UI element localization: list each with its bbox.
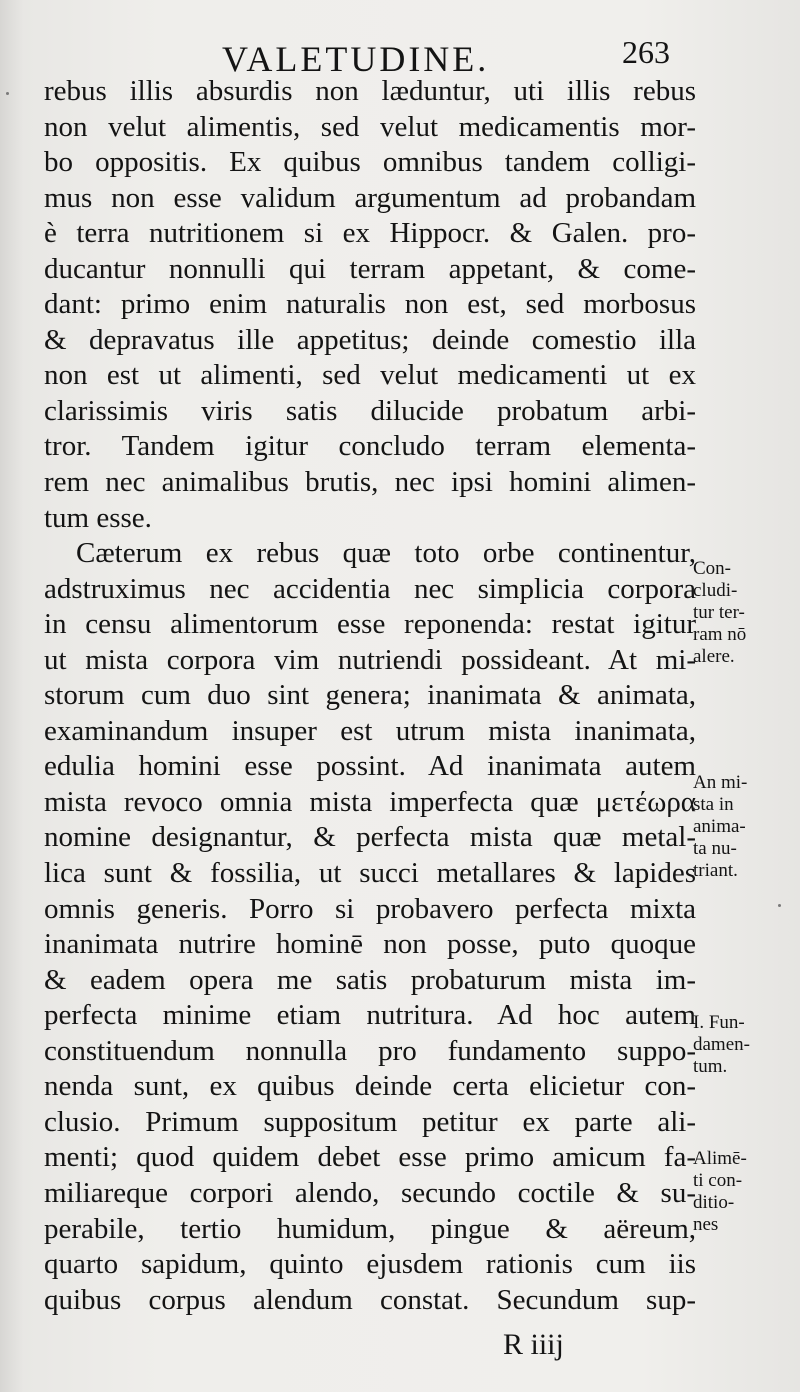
print-speck — [778, 904, 781, 907]
margin-note-line: triant. — [693, 860, 738, 881]
paragraph-start-line: Cæterum ex rebus quæ toto orbe continentur, — [76, 537, 696, 570]
text-line: tum esse. — [44, 501, 152, 534]
margin-note-fundamentum — [693, 1012, 797, 1078]
text-line: omnis generis. Porro si probavero perfecta mixta — [44, 892, 696, 925]
text-line: ducantur nonnulli qui terram appetant, & come- — [44, 252, 696, 285]
margin-note-line: alere. — [693, 646, 735, 667]
margin-note-line: I. Fun- — [693, 1012, 745, 1033]
text-line: menti; quod quidem debet esse primo amicum fa- — [44, 1141, 696, 1174]
text-line: mista revoco omnia mista imperfecta quæ μετέωρα — [44, 785, 696, 818]
text-line: & eadem opera me satis probaturum mista im- — [44, 963, 696, 996]
margin-note-conclusion — [693, 558, 797, 668]
margin-note-line: Alimē- — [693, 1148, 747, 1169]
text-line: examinandum insuper est utrum mista inanimata, — [44, 714, 696, 747]
margin-note-line: damen- — [693, 1034, 750, 1055]
text-line: in censu alimentorum esse reponenda: restat igitur — [44, 608, 696, 641]
margin-note-line: cludi- — [693, 580, 738, 601]
text-line: perabile, tertio humidum, pingue & aëreum, — [44, 1212, 696, 1245]
margin-note-line: ta nu- — [693, 838, 737, 859]
text-line: perfecta minime etiam nutritura. Ad hoc autem — [44, 999, 696, 1032]
text-line: lica sunt & fossilia, ut succi metallares & lapides — [44, 857, 696, 890]
margin-note-line: anima- — [693, 816, 746, 837]
margin-note-line: Con- — [693, 558, 731, 579]
text-line: dant: primo enim naturalis non est, sed morbosus — [44, 288, 696, 321]
text-line: nomine designantur, & perfecta mista quæ metal- — [44, 821, 696, 854]
margin-note-line: An mi- — [693, 772, 748, 793]
text-line: non est ut alimenti, sed velut medicamenti ut ex — [44, 359, 696, 392]
main-text-block — [44, 74, 696, 1318]
text-line: quarto sapidum, quinto ejusdem rationis cum iis — [44, 1248, 696, 1281]
margin-note-line: tum. — [693, 1056, 728, 1077]
text-line: è terra nutritionem si ex Hippocr. & Galen. pro- — [44, 217, 696, 250]
margin-note-line: ti con- — [693, 1170, 743, 1191]
text-line: & depravatus ille appetitus; deinde comestio illa — [44, 323, 696, 356]
text-line: miliareque corpori alendo, secundo coctile & su- — [44, 1176, 696, 1209]
text-line: nenda sunt, ex quibus deinde certa elicietur con- — [44, 1070, 696, 1103]
margin-note-line: ram nō — [693, 624, 747, 645]
running-head — [0, 34, 800, 78]
text-line: inanimata nutrire hominē non posse, puto quoque — [44, 928, 696, 961]
text-line: quibus corpus alendum constat. Secundum sup- — [44, 1283, 696, 1316]
page-number: 263 — [622, 34, 670, 70]
running-title: VALETUDINE. — [222, 39, 490, 79]
margin-note-line: tur ter- — [693, 602, 745, 623]
text-line: rebus illis absurdis non læduntur, uti illis rebus — [44, 75, 696, 107]
text-line: edulia homini esse possint. Ad inanimata autem — [44, 750, 696, 783]
text-line: bo oppositis. Ex quibus omnibus tandem colligi- — [44, 146, 696, 179]
margin-note-alimenti — [693, 1148, 797, 1236]
margin-note-line: sta in — [693, 794, 734, 815]
margin-note-line: nes — [693, 1214, 719, 1235]
signature-mark: R iiij — [503, 1328, 564, 1361]
margin-note-inanimate — [693, 772, 797, 882]
text-line: non velut alimentis, sed velut medicamentis mor- — [44, 110, 696, 143]
text-line: clarissimis viris satis dilucide probatum arbi- — [44, 394, 696, 427]
print-speck — [6, 92, 9, 95]
margin-notes — [693, 0, 800, 1392]
text-line: adstruximus nec accidentia nec simplicia corpora — [44, 572, 696, 605]
text-line: storum cum duo sint genera; inanimata & animata, — [44, 679, 696, 712]
text-line: tror. Tandem igitur concludo terram elementa- — [44, 430, 696, 463]
text-line: mus non esse validum argumentum ad probandam — [44, 181, 696, 214]
text-line: constituendum nonnulla pro fundamento suppo- — [44, 1034, 696, 1067]
text-line: ut mista corpora vim nutriendi possideant. At mi- — [44, 643, 696, 676]
gutter-shadow — [0, 0, 24, 1392]
text-line: clusio. Primum suppositum petitur ex parte ali- — [44, 1105, 696, 1138]
margin-note-line: ditio- — [693, 1192, 735, 1213]
text-line: rem nec animalibus brutis, nec ipsi homini alimen- — [44, 466, 696, 499]
